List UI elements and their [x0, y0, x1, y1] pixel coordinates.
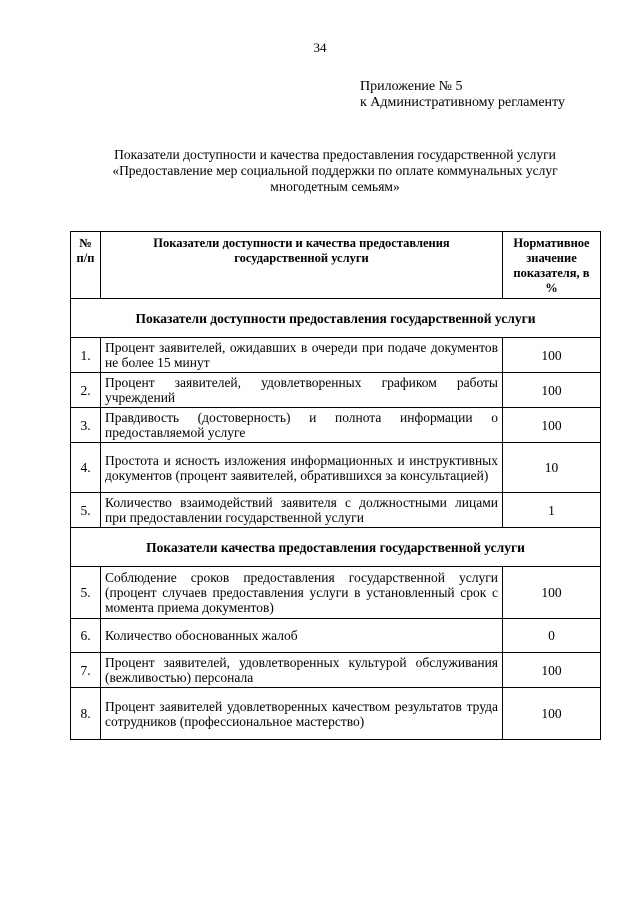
- title-line-3: многодетным семьям»: [270, 179, 400, 194]
- table-row: [71, 567, 601, 619]
- section-row-availability: [71, 299, 601, 338]
- appendix-reference: [360, 79, 565, 111]
- row-indicator: Правдивость (достоверность) и полнота информации о предоставляемой услуге: [101, 408, 503, 443]
- page-number: 34: [313, 40, 327, 55]
- table-header-row: [71, 232, 601, 299]
- section-title-availability: Показатели доступности предоставления государственной услуги: [71, 299, 601, 338]
- row-value: 10: [503, 443, 601, 493]
- row-indicator: Процент заявителей, удовлетворенных графиком работы учреждений: [101, 373, 503, 408]
- row-number: 5.: [71, 567, 101, 619]
- row-value: 100: [503, 653, 601, 688]
- row-indicator: Количество обоснованных жалоб: [101, 619, 503, 653]
- row-value: 100: [503, 338, 601, 373]
- row-number: 3.: [71, 408, 101, 443]
- indicators-table: [70, 231, 601, 740]
- section-row-quality: [71, 528, 601, 567]
- row-value: 0: [503, 619, 601, 653]
- section-title-quality: Показатели качества предоставления государственной услуги: [71, 528, 601, 567]
- table-row: [71, 493, 601, 528]
- row-indicator: Количество взаимодействий заявителя с должностными лицами при предоставлении государственной услуги: [101, 493, 503, 528]
- header-value: Нормативное значение показателя, в %: [503, 232, 601, 299]
- row-number: 7.: [71, 653, 101, 688]
- row-number: 1.: [71, 338, 101, 373]
- row-value: 1: [503, 493, 601, 528]
- row-indicator: Соблюдение сроков предоставления государственной услуги (процент случаев предоставления услуги в установленный срок с момента приема документов): [101, 567, 503, 619]
- row-number: 6.: [71, 619, 101, 653]
- table-row: [71, 443, 601, 493]
- row-indicator: Простота и ясность изложения информационных и инструктивных документов (процент заявителей, обратившихся за консультацией): [101, 443, 503, 493]
- header-indicator: Показатели доступности и качества предоставления государственной услуги: [101, 232, 503, 299]
- row-value: 100: [503, 373, 601, 408]
- appendix-line-1: Приложение № 5: [360, 79, 463, 94]
- appendix-line-2: к Административному регламенту: [360, 95, 565, 110]
- table-row: [71, 373, 601, 408]
- document-title: [70, 147, 600, 195]
- table-row: [71, 338, 601, 373]
- row-value: 100: [503, 688, 601, 740]
- table-row: [71, 653, 601, 688]
- row-number: 2.: [71, 373, 101, 408]
- row-indicator: Процент заявителей, удовлетворенных культурой обслуживания (вежливостью) персонала: [101, 653, 503, 688]
- table-row: [71, 619, 601, 653]
- row-indicator: Процент заявителей удовлетворенных качеством результатов труда сотрудников (профессиональное мастерство): [101, 688, 503, 740]
- row-number: 8.: [71, 688, 101, 740]
- row-value: 100: [503, 408, 601, 443]
- table-row: [71, 408, 601, 443]
- row-value: 100: [503, 567, 601, 619]
- title-line-2: «Предоставление мер социальной поддержки по оплате коммунальных услуг: [112, 163, 558, 178]
- table-row: [71, 688, 601, 740]
- row-number: 5.: [71, 493, 101, 528]
- row-number: 4.: [71, 443, 101, 493]
- title-line-1: Показатели доступности и качества предоставления государственной услуги: [114, 147, 556, 162]
- header-num: № п/п: [71, 232, 101, 299]
- row-indicator: Процент заявителей, ожидавших в очереди при подаче документов не более 15 минут: [101, 338, 503, 373]
